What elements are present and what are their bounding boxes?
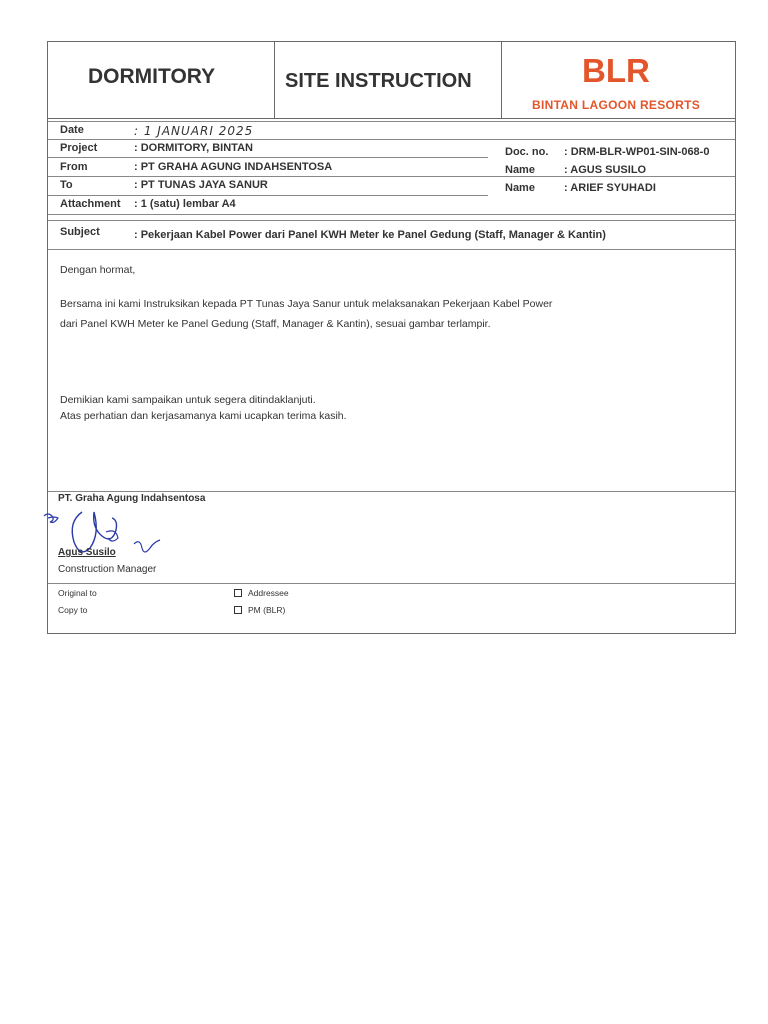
header-brand-cell	[502, 42, 735, 118]
project-title: DORMITORY	[88, 65, 216, 88]
closing-line-1: Demikian kami sampaikan untuk segera ditindaklanjuti.	[60, 394, 316, 406]
header-center-cell	[275, 42, 502, 118]
document-type-title: SITE INSTRUCTION	[285, 70, 472, 92]
signer-company: PT. Graha Agung Indahsentosa	[58, 493, 206, 504]
subject-label: Subject	[60, 226, 100, 238]
divider	[48, 195, 488, 196]
signer-name: Agus Susilo	[58, 547, 116, 558]
to-value: : PT TUNAS JAYA SANUR	[134, 179, 268, 191]
addressee-label: Addressee	[248, 588, 289, 598]
brand-subtitle: BINTAN LAGOON RESORTS	[532, 98, 701, 112]
header-left-cell	[48, 42, 275, 118]
name1-value: : AGUS SUSILO	[564, 164, 647, 176]
closing-line-2: Atas perhatian dan kerjasamanya kami ucapkan terima kasih.	[60, 410, 347, 422]
pm-option	[234, 605, 285, 615]
divider	[48, 176, 735, 177]
addressee-option	[234, 588, 289, 598]
name1-label: Name	[505, 164, 535, 176]
date-value: : 1 JANUARI 2025	[134, 124, 254, 138]
name2-value: : ARIEF SYUHADI	[564, 182, 656, 194]
checkbox-icon	[234, 606, 242, 614]
project-label: Project	[60, 142, 98, 154]
greeting: Dengan hormat,	[60, 264, 136, 276]
signer-title: Construction Manager	[58, 564, 157, 575]
from-label: From	[60, 161, 88, 173]
project-value: : DORMITORY, BINTAN	[134, 142, 253, 154]
brand-logo-text: BLR	[582, 52, 650, 89]
body-paragraph-line-2: dari Panel KWH Meter ke Panel Gedung (Staff, Manager & Kantin), sesuai gambar terlampir.	[60, 318, 491, 330]
name2-label: Name	[505, 182, 535, 194]
doc-no-label: Doc. no.	[505, 146, 549, 158]
divider	[48, 121, 735, 122]
doc-no-value: : DRM-BLR-WP01-SIN-068-0	[564, 146, 710, 158]
from-value: : PT GRAHA AGUNG INDAHSENTOSA	[134, 161, 333, 173]
divider	[48, 139, 735, 140]
to-label: To	[60, 179, 73, 191]
attachment-label: Attachment	[60, 198, 121, 210]
divider	[48, 157, 488, 158]
divider	[48, 220, 735, 221]
copy-to-label: Copy to	[58, 605, 88, 615]
subject-value: : Pekerjaan Kabel Power dari Panel KWH Meter ke Panel Gedung (Staff, Manager & Kantin)	[134, 229, 606, 241]
divider	[48, 491, 735, 492]
date-label: Date	[60, 124, 84, 136]
divider	[48, 583, 735, 584]
divider	[48, 214, 735, 215]
document-header	[48, 42, 735, 119]
divider	[48, 249, 735, 250]
checkbox-icon	[234, 589, 242, 597]
original-to-label: Original to	[58, 588, 97, 598]
site-instruction-document	[47, 41, 736, 634]
body-paragraph-line-1: Bersama ini kami Instruksikan kepada PT Tunas Jaya Sanur untuk melaksanakan Pekerjaan Kabel Power	[60, 298, 553, 310]
attachment-value: : 1 (satu) lembar A4	[134, 198, 236, 210]
pm-label: PM (BLR)	[248, 605, 286, 615]
